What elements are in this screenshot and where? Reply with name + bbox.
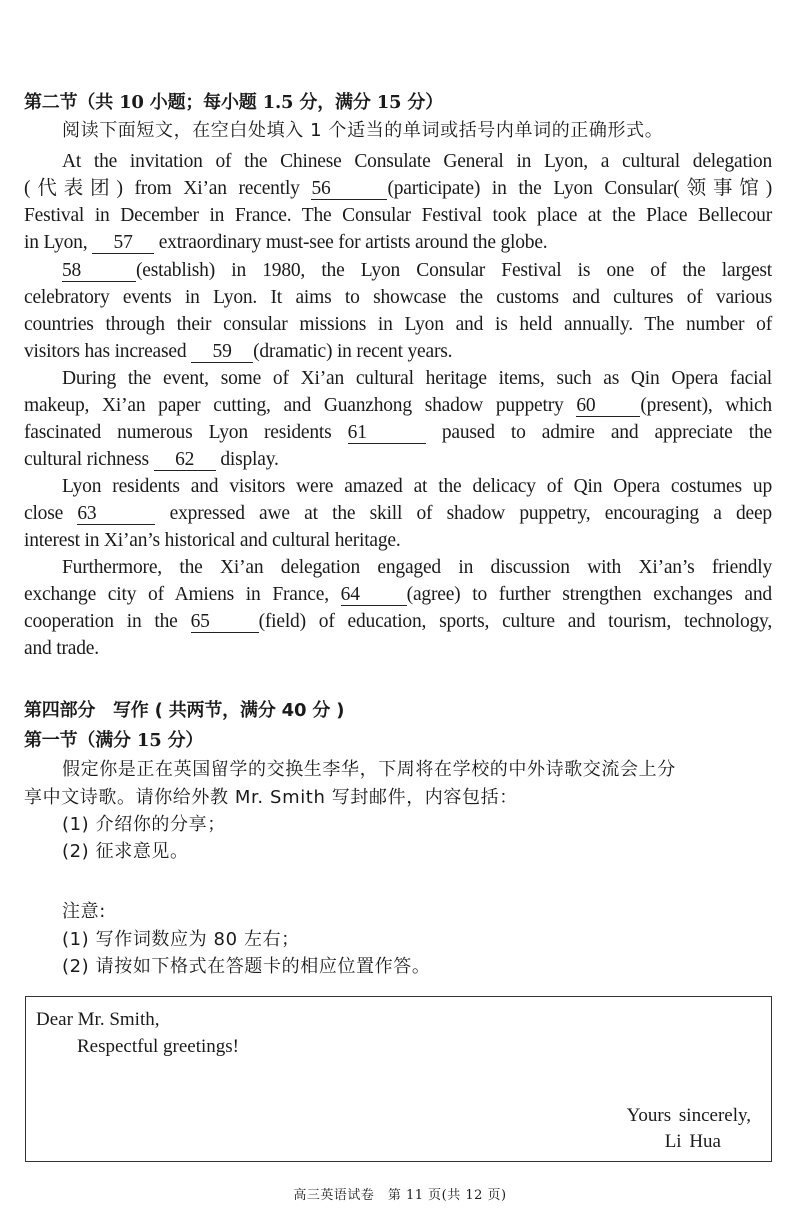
- text-line: [62, 257, 772, 284]
- text-line: [24, 581, 772, 608]
- blank-56[interactable]: 56: [311, 179, 387, 200]
- text-line: Festival in December in France. The Consular Festival took place at the Place Bellecour: [24, 205, 772, 226]
- instruction: 阅读下面短文，在空白处填入 1 个适当的单词或括号内单词的正确形式。: [62, 120, 664, 141]
- text-line: [24, 608, 772, 635]
- text-line: At the invitation of the Chinese Consulate General in Lyon, a cultural delegation: [62, 151, 772, 172]
- letter-salutation: Dear Mr. Smith,: [36, 1009, 160, 1030]
- blank-58[interactable]: 58: [62, 261, 136, 282]
- blank-57[interactable]: 57: [92, 233, 154, 254]
- note-item: (1) 写作词数应为 80 左右；: [62, 929, 300, 950]
- blank-64[interactable]: 64: [341, 585, 407, 606]
- text-line: [24, 229, 772, 256]
- prompt-line: 假定你是正在英国留学的交换生李华，下周将在学校的中外诗歌交流会上分: [62, 759, 676, 780]
- section-heading: 第二节（共 10 小题；每小题 1.5 分，满分 15 分）: [24, 92, 444, 113]
- text: close: [24, 503, 64, 524]
- text: (field) of education, sports, culture and tourism, technology,: [258, 611, 772, 632]
- text: exchange city of Amiens in France,: [24, 584, 329, 605]
- letter-greeting: Respectful greetings!: [77, 1036, 239, 1057]
- note-label: 注意:: [62, 901, 106, 922]
- blank-61[interactable]: 61: [348, 423, 426, 444]
- text-line: [24, 446, 772, 473]
- text: extraordinary must-see for artists around the globe.: [158, 232, 548, 253]
- text-line: interest in Xi’an’s historical and cultural heritage.: [24, 530, 401, 551]
- text: cultural richness: [24, 449, 149, 470]
- part-heading: 第四部分 写作 ( 共两节，满分 40 分 ): [24, 700, 345, 721]
- text-line: During the event, some of Xi’an cultural heritage items, such as Qin Opera facial: [62, 368, 772, 389]
- page-footer: 高三英语试卷 第 11 页(共 12 页): [293, 1188, 507, 1203]
- blank-62[interactable]: 62: [154, 450, 216, 471]
- letter-signature: Li Hua: [664, 1131, 721, 1152]
- text-line: [24, 392, 772, 419]
- text: (participate) in the Lyon Consular(领事馆): [387, 178, 772, 199]
- text: (present), which: [640, 395, 772, 416]
- text: makeup, Xi’an paper cutting, and Guanzhong shadow puppetry: [24, 395, 564, 416]
- sub-heading: 第一节（满分 15 分）: [24, 730, 204, 751]
- text: fascinated numerous Lyon residents: [24, 422, 332, 443]
- text-line: and trade.: [24, 638, 99, 659]
- prompt-line: 享中文诗歌。请你给外教 Mr. Smith 写封邮件，内容包括：: [24, 787, 518, 808]
- text-line: celebratory events in Lyon. It aims to showcase the customs and cultures of various: [24, 287, 772, 308]
- content-item: (2) 征求意见。: [62, 841, 189, 862]
- text-line: [24, 419, 772, 446]
- text: (dramatic) in recent years.: [253, 341, 453, 362]
- text: (代表团) from Xi’an recently: [24, 178, 300, 199]
- blank-60[interactable]: 60: [576, 396, 640, 417]
- letter-format-box: [25, 996, 772, 1162]
- text: paused to admire and appreciate the: [441, 422, 772, 443]
- text: (establish) in 1980, the Lyon Consular Festival is one of the largest: [136, 260, 772, 281]
- text: expressed awe at the skill of shadow puppetry, encouraging a deep: [169, 503, 772, 524]
- text-line: [24, 338, 772, 365]
- blank-59[interactable]: 59: [191, 342, 253, 363]
- blank-65[interactable]: 65: [191, 612, 259, 633]
- text: visitors has increased: [24, 341, 187, 362]
- text: display.: [220, 449, 279, 470]
- text-line: [24, 175, 772, 202]
- note-item: (2) 请按如下格式在答题卡的相应位置作答。: [62, 956, 431, 977]
- text-line: [24, 500, 772, 527]
- text-line: Furthermore, the Xi’an delegation engaged in discussion with Xi’an’s friendly: [62, 557, 772, 578]
- content-item: (1) 介绍你的分享；: [62, 814, 226, 835]
- text-line: countries through their consular missions in Lyon and is held annually. The number of: [24, 314, 772, 335]
- text-line: Lyon residents and visitors were amazed at the delicacy of Qin Opera costumes up: [62, 476, 772, 497]
- letter-closing: Yours sincerely,: [626, 1105, 751, 1126]
- text: cooperation in the: [24, 611, 178, 632]
- text: in Lyon,: [24, 232, 88, 253]
- blank-63[interactable]: 63: [77, 504, 155, 525]
- text: (agree) to further strengthen exchanges and: [406, 584, 772, 605]
